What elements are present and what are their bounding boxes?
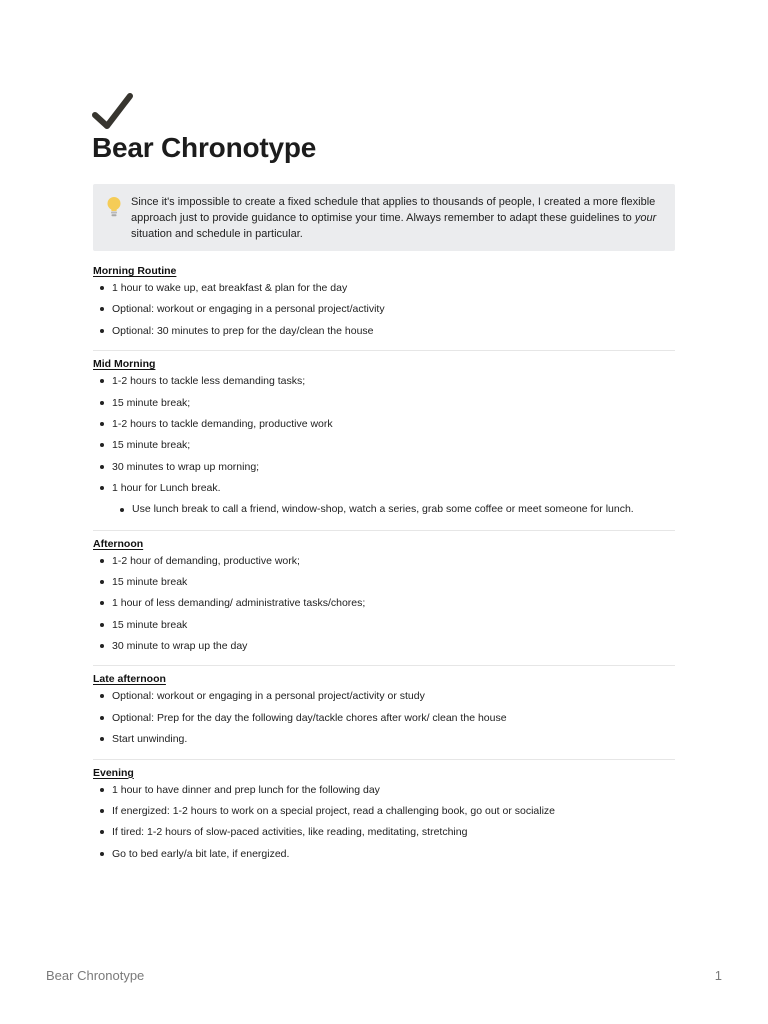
lightbulb-icon <box>106 196 122 218</box>
checkmark-icon <box>92 92 134 132</box>
footer-page-number: 1 <box>714 968 722 983</box>
list-item: 15 minute break <box>93 618 675 632</box>
nested-list-item: Use lunch break to call a friend, window-shop, watch a series, grab some coffee or meet someone for lunch. <box>112 502 675 517</box>
section-heading: Late afternoon <box>93 673 166 686</box>
list-item: 30 minute to wrap up the day <box>93 639 675 653</box>
callout-text-end: situation and schedule in particular. <box>131 228 303 240</box>
list-item: 15 minute break; <box>93 438 675 452</box>
bullet-list <box>93 783 675 861</box>
section-late-afternoon <box>93 672 675 759</box>
nested-bullet-list <box>112 502 675 517</box>
section-heading: Evening <box>93 766 134 779</box>
list-item: Go to bed early/a bit late, if energized. <box>93 847 675 861</box>
schedule-content <box>93 264 675 879</box>
callout-text-emphasis: your <box>634 212 657 224</box>
page-title: Bear Chronotype <box>92 132 317 163</box>
section-morning-routine <box>93 264 675 351</box>
list-item: If tired: 1-2 hours of slow-paced activities, like reading, meditating, stretching <box>93 825 675 839</box>
list-item: Optional: workout or engaging in a personal project/activity or study <box>93 689 675 703</box>
bullet-list <box>93 281 675 338</box>
list-item: 1-2 hour of demanding, productive work; <box>93 554 675 568</box>
list-item: Start unwinding. <box>93 732 675 746</box>
list-item: Optional: 30 minutes to prep for the day/clean the house <box>93 324 675 338</box>
list-item: If energized: 1-2 hours to work on a special project, read a challenging book, go out or socialize <box>93 804 675 818</box>
section-heading: Morning Routine <box>93 265 177 277</box>
list-item: 1 hour to have dinner and prep lunch for the following day <box>93 783 675 797</box>
list-item: Optional: Prep for the day the following day/tackle chores after work/ clean the house <box>93 711 675 725</box>
section-evening <box>93 766 675 874</box>
callout <box>93 184 675 251</box>
bullet-list <box>93 554 675 654</box>
section-heading: Mid Morning <box>93 358 156 371</box>
bullet-list <box>93 374 675 517</box>
list-item: 15 minute break <box>93 575 675 589</box>
section-afternoon <box>93 537 675 667</box>
section-mid-morning <box>93 357 675 530</box>
footer-document-title: Bear Chronotype <box>46 968 145 983</box>
list-item: 1 hour of less demanding/ administrative tasks/chores; <box>93 596 675 610</box>
list-item: 15 minute break; <box>93 396 675 410</box>
bullet-list <box>93 689 675 746</box>
list-item: 30 minutes to wrap up morning; <box>93 460 675 474</box>
section-heading: Afternoon <box>93 537 144 550</box>
list-item: 1-2 hours to tackle demanding, productive work <box>93 417 675 431</box>
list-item <box>93 481 675 517</box>
list-item-text: 1 hour for Lunch break. <box>112 482 221 495</box>
list-item: 1-2 hours to tackle less demanding tasks; <box>93 374 675 388</box>
callout-text <box>131 194 661 242</box>
callout-text-start: Since it's impossible to create a fixed schedule that applies to thousands of people, I created a more flexible approach just to provide guidance to optimise your time. Always remember to adapt these guidelines to <box>131 196 656 224</box>
list-item: 1 hour to wake up, eat breakfast & plan for the day <box>93 281 675 295</box>
list-item: Optional: workout or engaging in a personal project/activity <box>93 302 675 316</box>
